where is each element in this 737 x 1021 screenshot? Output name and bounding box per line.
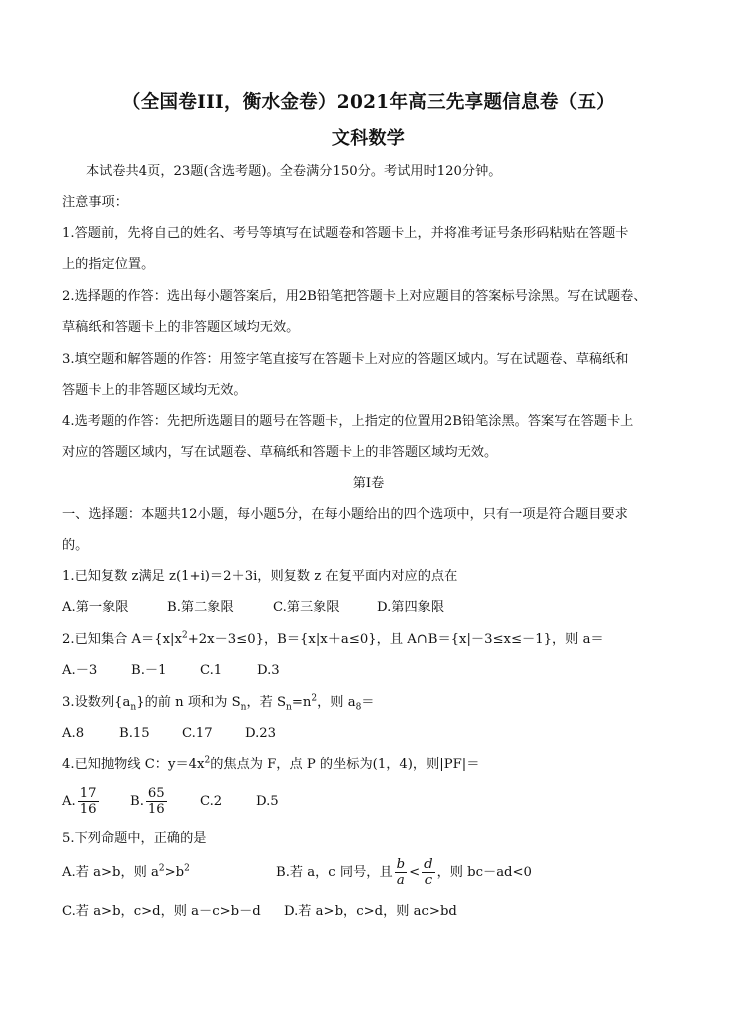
- note-4-line-2: 对应的答题区域内，写在试题卷、草稿纸和答题卡上的非答题区域均无效。: [62, 445, 498, 460]
- volume-heading: 第I卷: [352, 476, 385, 491]
- note-3-line-2: 答题卡上的非答题区域均无效。: [62, 383, 247, 398]
- q3-option-a: A.8: [62, 726, 85, 741]
- note-2-line-1: 2.选择题的作答：选出每小题答案后，用2B铅笔把答题卡上对应题目的答案标号涂黑。写在试题卷、: [62, 289, 647, 304]
- question-2-options: [62, 662, 280, 680]
- q5-option-b: B.若 a，c 同号，且 $\frac{b}{a}$ < $\frac{d}{c}$ ，则 bc－ad<0: [276, 857, 532, 888]
- exam-subject: 文科数学: [331, 128, 406, 149]
- q1-option-c: C.第三象限: [273, 600, 340, 615]
- intro-text: 本试卷共4页，23题(含选考题)。全卷满分150分。考试用时120分钟。: [86, 164, 502, 179]
- section-heading-line-2: 的。: [62, 538, 89, 553]
- note-1-line-1: 1.答题前，先将自己的姓名、考号等填写在试题卷和答题卡上，并将准考证号条形码粘贴在答题卡: [62, 226, 629, 241]
- q2-option-d: D.3: [257, 663, 280, 678]
- q2-option-b: B.－1: [131, 663, 167, 678]
- question-2-stem: 2.已知集合 $A=\{x|x^2+2x-3\le 0\}$，B＝{x|x＋a≤0}，且 A∩B＝{x|－3≤x≤－1}，则 a＝: [62, 630, 604, 647]
- q1-option-d: D.第四象限: [377, 600, 445, 615]
- question-1-stem: 1.已知复数 z满足 z(1+i)＝2＋3i，则复数 z 在复平面内对应的点在: [62, 569, 458, 584]
- q5-option-a: A.若 a>b，则 $a^2>b^2$: [62, 863, 190, 880]
- question-5-options-cd: [62, 903, 457, 921]
- exam-title: （全国卷III，衡水金卷）2021年高三先享题信息卷（五）: [121, 92, 616, 113]
- q5-option-d: D.若 a>b，c>d，则 ac>bd: [284, 904, 457, 919]
- q1-option-b: B.第二象限: [167, 600, 234, 615]
- question-5-options-ab: [62, 856, 532, 890]
- note-4-line-1: 4.选考题的作答：先把所选题目的题号在答题卡，上指定的位置用2B铅笔涂黑。答案写在答题卡上: [62, 414, 634, 429]
- q1-option-a: A.第一象限: [62, 600, 129, 615]
- q2-option-c: C.1: [200, 663, 223, 678]
- notes-heading: 注意事项：: [62, 195, 128, 210]
- question-3-options: [62, 725, 276, 743]
- question-4-options: [62, 785, 279, 819]
- question-1-options: [62, 599, 444, 617]
- question-4-stem: 4.已知抛物线 C：$y=4x^2$的焦点为 F，点 P 的坐标为(1，4)，则|PF|＝: [62, 755, 480, 772]
- section-heading-line-1: 一、选择题：本题共12小题，每小题5分，在每小题给出的四个选项中，只有一项是符合题目要求: [62, 507, 628, 522]
- note-1-line-2: 上的指定位置。: [62, 257, 155, 272]
- q4-option-c: C.2: [200, 794, 223, 809]
- q3-option-b: B.15: [119, 726, 150, 741]
- q5-option-c: C.若 a>b，c>d，则 a－c>b－d: [62, 904, 261, 919]
- note-2-line-2: 草稿纸和答题卡上的非答题区域均无效。: [62, 320, 300, 335]
- q3-option-c: C.17: [182, 726, 213, 741]
- question-3-stem: 3.设数列$\{a_n\}$的前 n 项和为 $S_n$，若 $S_n=n^2$，则 $a_8=$: [62, 693, 375, 713]
- question-5-stem: 5.下列命题中，正确的是: [62, 831, 207, 846]
- q3-option-d: D.23: [245, 726, 277, 741]
- q4-option-b: B. $\frac{65}{16}$: [130, 786, 165, 817]
- q4-option-d: D.5: [256, 794, 279, 809]
- q2-option-a: A.－3: [62, 663, 98, 678]
- q4-option-a: A. $\frac{17}{16}$: [62, 786, 97, 817]
- note-3-line-1: 3.填空题和解答题的作答：用签字笔直接写在答题卡上对应的答题区域内。写在试题卷、草稿纸和: [62, 352, 629, 367]
